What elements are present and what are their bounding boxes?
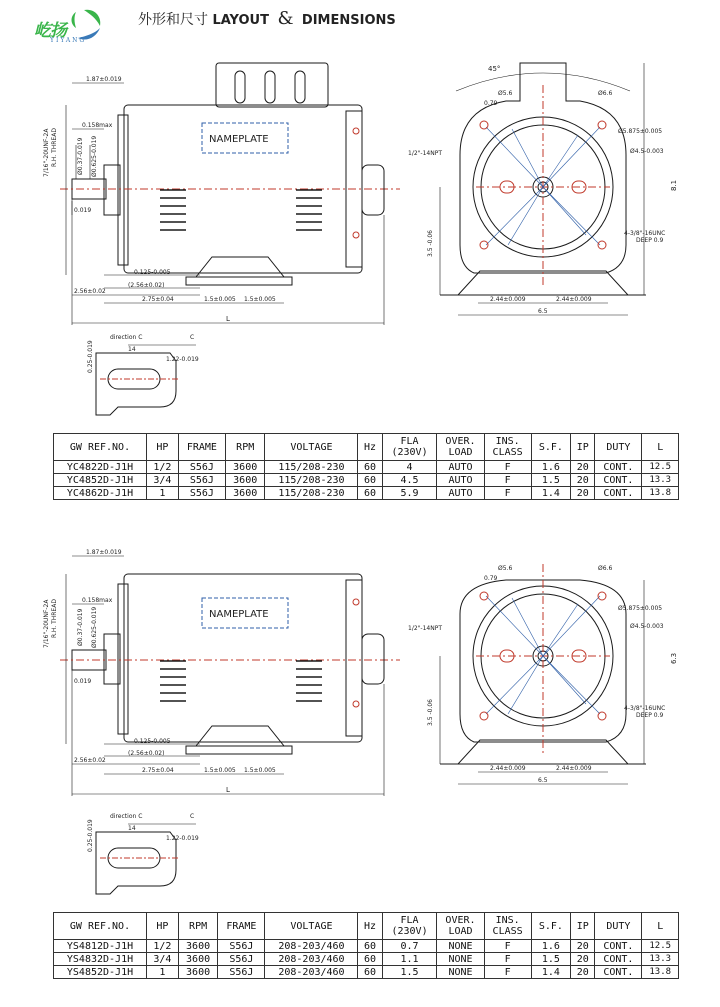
dim-2-75: 2.75±0.04	[142, 296, 174, 303]
dim-1-87: 1.87±0.019	[86, 76, 122, 83]
cell: YC4822D-J1H	[54, 461, 147, 474]
dim-1-5-a: 1.5±0.005	[204, 767, 236, 774]
cell: 1.5	[382, 966, 437, 979]
dim-5-6: Ø5.6	[498, 90, 513, 97]
cell: YS4812D-J1H	[54, 940, 147, 953]
dimension-drawing-1	[0, 45, 720, 465]
key-dim-1-22: 1.22-0.019	[166, 835, 199, 842]
dim-npt: 1/2"-14NPT	[408, 625, 442, 632]
dim-0-79: 0.79	[484, 100, 498, 107]
cell: 60	[358, 487, 382, 500]
cell: 1.6	[531, 461, 570, 474]
col-l: L	[642, 434, 679, 461]
cell: 115/208-230	[265, 461, 358, 474]
cell: YS4832D-J1H	[54, 953, 147, 966]
dim-0-37: Ø0.37-0.019	[77, 608, 84, 646]
col-hz: Hz	[358, 434, 382, 461]
cell: F	[484, 966, 531, 979]
dim-2-44-b: 2.44±0.009	[556, 296, 592, 303]
dim-2-56: 2.56±0.02	[74, 757, 106, 764]
cell: 1.5	[531, 474, 570, 487]
col-sf: S.F.	[531, 913, 570, 940]
dim-6-3: 6.3	[670, 652, 678, 664]
spec-table-ys	[53, 912, 679, 979]
cell: 208-203/460	[265, 940, 358, 953]
cell: CONT.	[595, 953, 642, 966]
cell: CONT.	[595, 940, 642, 953]
dim-0-158: 0.158max	[82, 597, 113, 604]
dim-0-019: 0.019	[74, 207, 92, 214]
cell: AUTO	[437, 461, 484, 474]
cell: NONE	[437, 940, 484, 953]
dim-unc: 4-3/8"-16UNC	[624, 705, 666, 712]
dim-2-56-paren: (2.56±0.02)	[128, 282, 165, 289]
key-direction-c: C	[190, 813, 195, 820]
cell: 1	[147, 966, 179, 979]
cell: 13.8	[642, 487, 679, 500]
key-direction-c: C	[190, 334, 195, 341]
key-dim-0-25: 0.25-0.019	[87, 340, 94, 373]
dim-0-158: 0.158max	[82, 122, 113, 129]
cell: F	[484, 461, 531, 474]
cell: 1.1	[382, 953, 437, 966]
col-ref: GW REF.NO.	[54, 913, 147, 940]
cell: 115/208-230	[265, 487, 358, 500]
spec-table-yc	[53, 433, 679, 500]
dim-2-56: 2.56±0.02	[74, 288, 106, 295]
cell: 1.4	[531, 487, 570, 500]
cell: 3600	[225, 487, 264, 500]
cell: F	[484, 474, 531, 487]
cell: 60	[358, 474, 382, 487]
dim-L: L	[226, 786, 230, 794]
dim-4-5: Ø4.5-0.003	[630, 148, 664, 155]
dim-6-5: 6.5	[538, 308, 548, 315]
col-frame: FRAME	[218, 913, 265, 940]
col-ins: INS. CLASS	[484, 913, 531, 940]
cell: 3600	[178, 953, 217, 966]
dim-6-6: Ø6.6	[598, 90, 613, 97]
col-overload: OVER. LOAD	[437, 913, 484, 940]
dim-deep: DEEP 0.9	[636, 712, 664, 719]
dim-0-625: Ø0.625-0.019	[91, 606, 98, 648]
cell: 4.5	[382, 474, 437, 487]
cell: CONT.	[595, 487, 642, 500]
table-row	[54, 940, 679, 953]
cell: S56J	[178, 487, 225, 500]
title-en-dimensions: DIMENSIONS	[301, 13, 396, 28]
col-hp: HP	[147, 434, 179, 461]
cell: 3600	[225, 474, 264, 487]
col-frame: FRAME	[178, 434, 225, 461]
dim-2-44-a: 2.44±0.009	[490, 765, 526, 772]
cell: 20	[571, 487, 595, 500]
logo-text: 屹扬	[34, 21, 66, 41]
cell: 1.6	[531, 940, 570, 953]
dim-3-5: 3.5 -0.06	[427, 699, 434, 726]
cell: 13.3	[642, 474, 679, 487]
dim-6-6: Ø6.6	[598, 565, 613, 572]
col-overload: OVER. LOAD	[437, 434, 484, 461]
motor-drawing-svg-2	[0, 524, 720, 904]
cell: CONT.	[595, 461, 642, 474]
dim-npt: 1/2"-14NPT	[408, 150, 442, 157]
dim-thread: 7/16"-20UNF-2A	[43, 128, 50, 177]
cell: CONT.	[595, 474, 642, 487]
cell: YC4852D-J1H	[54, 474, 147, 487]
cell: 20	[571, 953, 595, 966]
cell: F	[484, 940, 531, 953]
cell: S56J	[218, 953, 265, 966]
dim-8-1: 8.1	[670, 179, 678, 191]
nameplate-label: NAMEPLATE	[209, 134, 269, 145]
col-sf: S.F.	[531, 434, 570, 461]
dim-0-125: 0.125-0.005	[134, 269, 171, 276]
dim-0-625: Ø0.625-0.019	[91, 135, 98, 177]
nameplate-label: NAMEPLATE	[209, 609, 269, 620]
table-row	[54, 966, 679, 979]
cell: 4	[382, 461, 437, 474]
dimension-drawing-2	[0, 524, 720, 944]
col-rpm: RPM	[178, 913, 217, 940]
col-ip: IP	[571, 913, 595, 940]
cell: 20	[571, 940, 595, 953]
table-row	[54, 474, 679, 487]
col-ip: IP	[571, 434, 595, 461]
dim-1-87: 1.87±0.019	[86, 549, 122, 556]
col-ref: GW REF.NO.	[54, 434, 147, 461]
cell: 5.9	[382, 487, 437, 500]
dim-L: L	[226, 315, 230, 323]
cell: 3/4	[147, 953, 179, 966]
cell: S56J	[178, 474, 225, 487]
dim-45-deg: 45°	[488, 65, 501, 73]
cell: 1/2	[147, 940, 179, 953]
cell: 3600	[225, 461, 264, 474]
dim-3-5: 3.5 -0.06	[427, 230, 434, 257]
dim-2-44-b: 2.44±0.009	[556, 765, 592, 772]
cell: 3/4	[147, 474, 179, 487]
cell: 20	[571, 966, 595, 979]
cell: 20	[571, 474, 595, 487]
dim-5-875: Ø5.875±0.005	[618, 605, 663, 612]
cell: YC4862D-J1H	[54, 487, 147, 500]
cell: 60	[358, 966, 382, 979]
cell: YS4852D-J1H	[54, 966, 147, 979]
table-row	[54, 953, 679, 966]
dim-rh-thread: R.H. THREAD	[51, 128, 58, 167]
cell: 13.3	[642, 953, 679, 966]
cell: 115/208-230	[265, 474, 358, 487]
col-fla: FLA (230V)	[382, 434, 437, 461]
dim-5-875: Ø5.875±0.005	[618, 128, 663, 135]
title-en-layout: LAYOUT	[212, 13, 269, 28]
dim-0-125: 0.125-0.005	[134, 738, 171, 745]
col-hp: HP	[147, 913, 179, 940]
cell: NONE	[437, 966, 484, 979]
cell: S56J	[218, 966, 265, 979]
cell: AUTO	[437, 474, 484, 487]
table-header-row	[54, 913, 679, 940]
title-ampersand: &	[277, 8, 294, 29]
cell: AUTO	[437, 487, 484, 500]
cell: 20	[571, 461, 595, 474]
cell: 1/2	[147, 461, 179, 474]
col-l: L	[642, 913, 679, 940]
dim-deep: DEEP 0.9	[636, 237, 664, 244]
dim-6-5: 6.5	[538, 777, 548, 784]
cell: NONE	[437, 953, 484, 966]
dim-2-44-a: 2.44±0.009	[490, 296, 526, 303]
dim-0-79: 0.79	[484, 575, 498, 582]
cell: 1	[147, 487, 179, 500]
dim-unc: 4-3/8"-16UNC	[624, 230, 666, 237]
page-header	[0, 0, 720, 44]
dim-5-6: Ø5.6	[498, 565, 513, 572]
cell: F	[484, 487, 531, 500]
cell: S56J	[218, 940, 265, 953]
cell: S56J	[178, 461, 225, 474]
col-fla: FLA (230V)	[382, 913, 437, 940]
table-header-row	[54, 434, 679, 461]
cell: 208-203/460	[265, 953, 358, 966]
col-ins: INS. CLASS	[484, 434, 531, 461]
dim-4-5: Ø4.5-0.003	[630, 623, 664, 630]
cell: 12.5	[642, 940, 679, 953]
cell: F	[484, 953, 531, 966]
key-dim-14: 14	[128, 825, 136, 832]
cell: 60	[358, 953, 382, 966]
dim-2-56-paren: (2.56±0.02)	[128, 750, 165, 757]
dim-1-5-a: 1.5±0.005	[204, 296, 236, 303]
col-duty: DUTY	[595, 913, 642, 940]
cell: 60	[358, 461, 382, 474]
col-voltage: VOLTAGE	[265, 913, 358, 940]
dim-1-5-b: 1.5±0.005	[244, 767, 276, 774]
logo-subtitle: YIYANG	[50, 37, 87, 44]
cell: 0.7	[382, 940, 437, 953]
page-title	[138, 8, 396, 29]
cell: CONT.	[595, 966, 642, 979]
col-rpm: RPM	[225, 434, 264, 461]
key-dim-0-25: 0.25-0.019	[87, 819, 94, 852]
cell: 1.4	[531, 966, 570, 979]
cell: 60	[358, 940, 382, 953]
motor-drawing-svg	[0, 45, 720, 465]
dim-0-37: Ø0.37-0.019	[77, 137, 84, 175]
cell: 1.5	[531, 953, 570, 966]
cell: 12.5	[642, 461, 679, 474]
cell: 208-203/460	[265, 966, 358, 979]
dim-0-019: 0.019	[74, 678, 92, 685]
cell: 3600	[178, 966, 217, 979]
key-dim-1-22: 1.22-0.019	[166, 356, 199, 363]
key-direction: direction C	[110, 334, 143, 341]
key-direction: direction C	[110, 813, 143, 820]
cell: 3600	[178, 940, 217, 953]
dim-1-5-b: 1.5±0.005	[244, 296, 276, 303]
dim-thread: 7/16"-20UNF-2A	[43, 599, 50, 648]
table-row	[54, 461, 679, 474]
dim-rh-thread: R.H. THREAD	[51, 599, 58, 638]
col-voltage: VOLTAGE	[265, 434, 358, 461]
key-dim-14: 14	[128, 346, 136, 353]
title-cn: 外形和尺寸	[138, 12, 208, 28]
dim-2-75: 2.75±0.04	[142, 767, 174, 774]
col-hz: Hz	[358, 913, 382, 940]
cell: 13.8	[642, 966, 679, 979]
table-row	[54, 487, 679, 500]
col-duty: DUTY	[595, 434, 642, 461]
